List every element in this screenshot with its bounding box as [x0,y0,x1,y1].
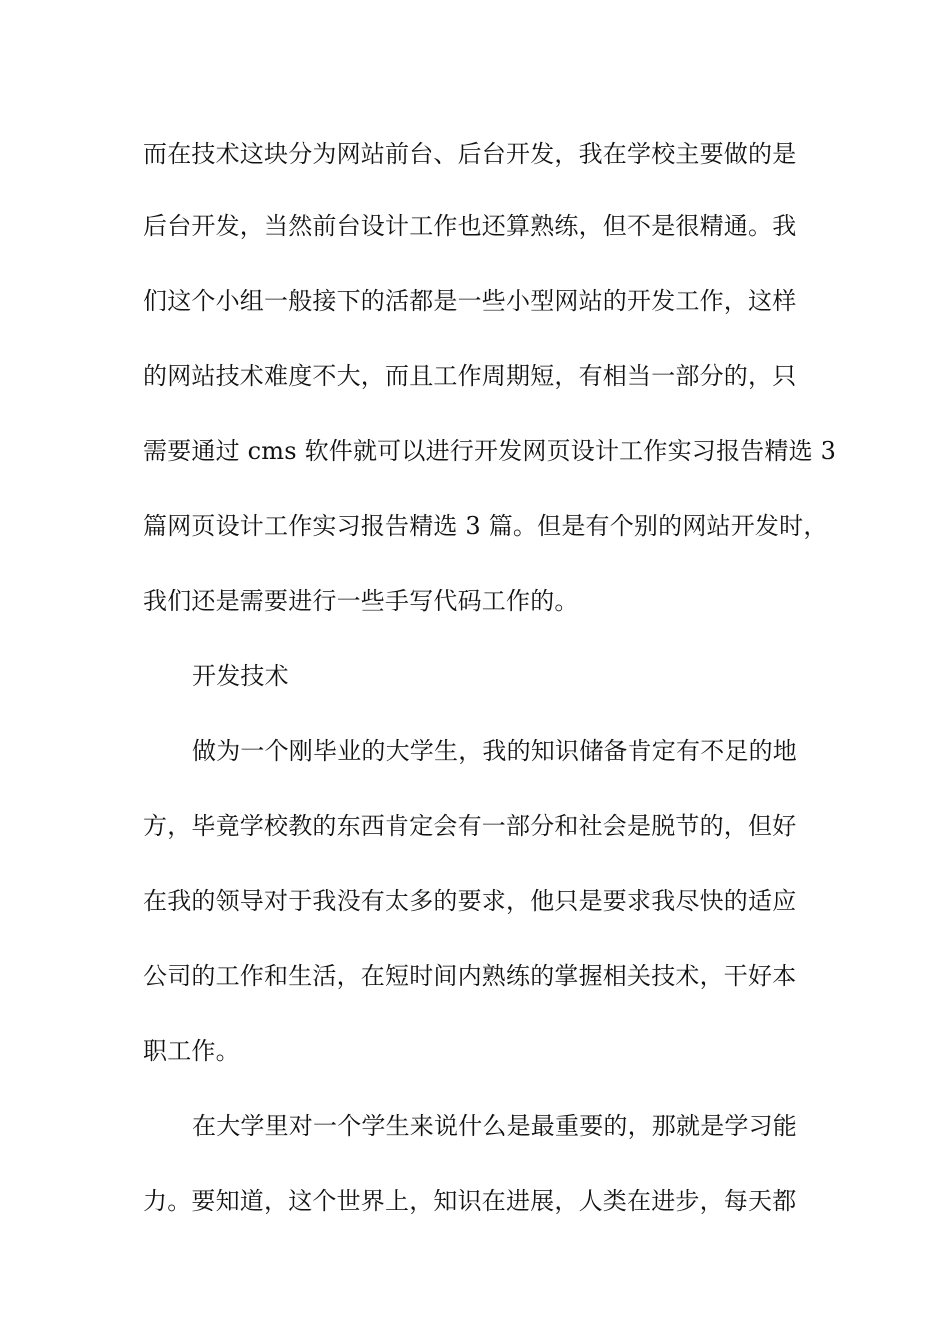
text-line: 在大学里对一个学生来说什么是最重要的，那就是学习能 [192,1112,797,1140]
text-line: 的网站技术难度不大，而且工作周期短，有相当一部分的，只 [143,362,797,390]
text-line: 我们还是需要进行一些手写代码工作的。 [143,587,579,615]
text-line: 需要通过 cms 软件就可以进行开发网页设计工作实习报告精选 3 [143,437,837,465]
text-line: 在我的领导对于我没有太多的要求，他只是要求我尽快的适应 [143,887,797,915]
text-line: 而在技术这块分为网站前台、后台开发，我在学校主要做的是 [143,140,797,168]
text-line: 篇网页设计工作实习报告精选 3 篇。但是有个别的网站开发时， [143,512,828,540]
text-line: 们这个小组一般接下的活都是一些小型网站的开发工作，这样 [143,287,797,315]
text-line: 做为一个刚毕业的大学生，我的知识储备肯定有不足的地 [192,737,797,765]
text-line: 方，毕竟学校教的东西肯定会有一部分和社会是脱节的，但好 [143,812,797,840]
section-heading: 开发技术 [192,662,289,690]
text-line: 力。要知道，这个世界上，知识在进展，人类在进步，每天都 [143,1187,797,1215]
text-line: 后台开发，当然前台设计工作也还算熟练，但不是很精通。我 [143,212,797,240]
text-line: 公司的工作和生活，在短时间内熟练的掌握相关技术，干好本 [143,962,797,990]
text-line: 职工作。 [143,1037,240,1065]
